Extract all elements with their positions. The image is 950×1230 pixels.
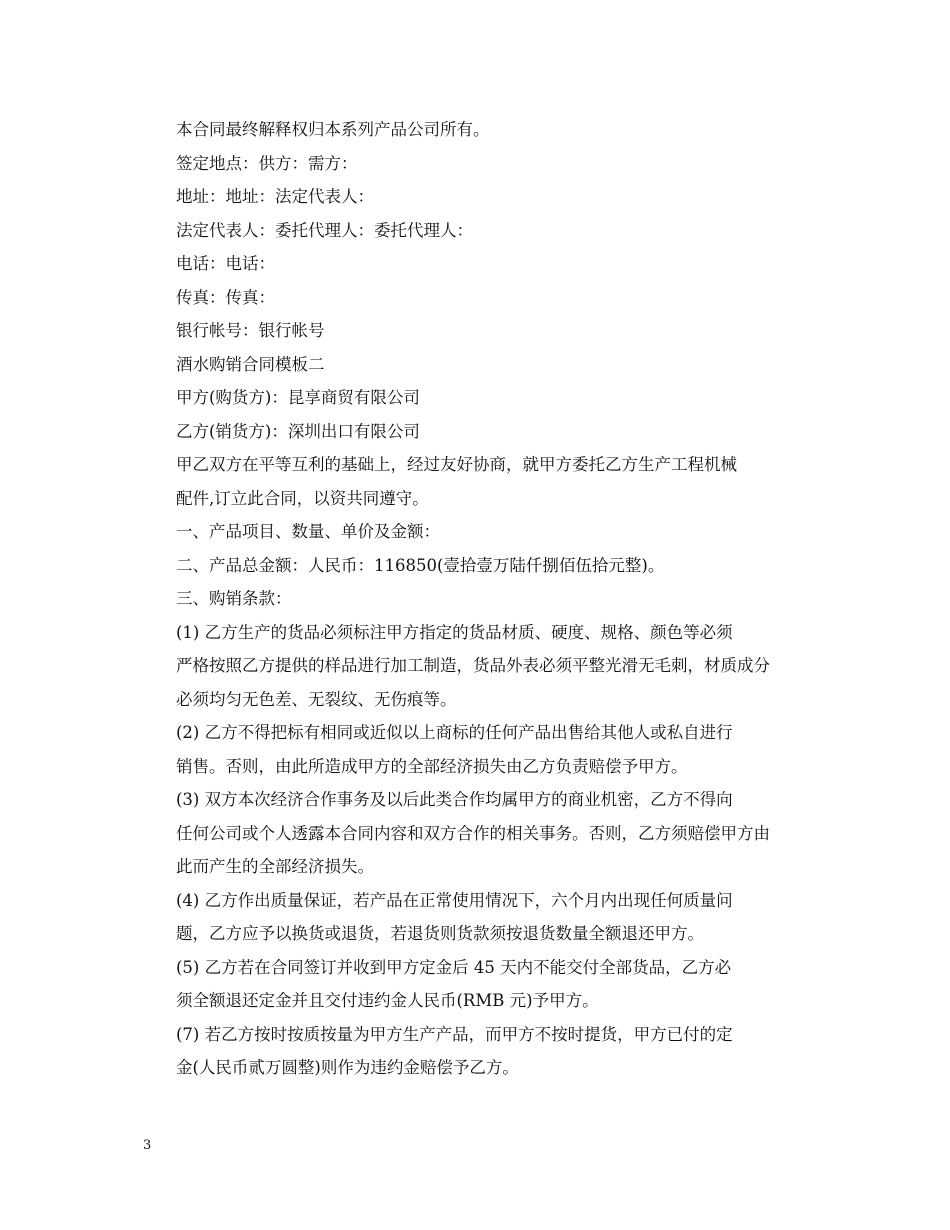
paragraph-line: 配件,订立此合同，以资共同遵守。 — [176, 488, 429, 508]
clause-2 — [143, 716, 811, 783]
clause-5 — [143, 951, 811, 1018]
paragraph-line: 甲乙双方在平等互利的基础上，经过友好协商，就甲方委托乙方生产工程机械 — [176, 455, 737, 474]
section-heading: 二、产品总金额：人民币：116850(壹拾壹万陆仟捌佰伍拾元整)。 — [176, 555, 665, 575]
paragraph-line: (3) 双方本次经济合作事务及以后此类合作均属甲方的商业机密，乙方不得向 — [176, 790, 733, 809]
paragraph-line: 严格按照乙方提供的样品进行加工制造，货品外表必须平整光滑无毛刺，材质成分 — [176, 656, 770, 675]
section-heading: 三、购销条款： — [176, 589, 292, 608]
paragraph-line: 此而产生的全部经济损失。 — [176, 857, 374, 876]
clause-7 — [143, 1018, 811, 1085]
section-heading: 一、产品项目、数量、单价及金额： — [176, 522, 440, 541]
clause-3 — [143, 783, 811, 884]
paragraph-line: 金(人民币贰万圆整)则作为违约金赔偿予乙方。 — [176, 1058, 519, 1077]
text-line: 法定代表人：委托代理人：委托代理人： — [176, 220, 473, 240]
page-number: 3 — [143, 1138, 152, 1153]
text-line: 银行帐号：银行帐号 — [176, 321, 325, 340]
text-line: 传真：传真： — [176, 287, 275, 307]
text-line: 地址：地址：法定代表人： — [176, 187, 374, 206]
clause-1 — [143, 616, 811, 717]
document-body — [143, 113, 811, 1085]
paragraph-line: (7) 若乙方按时按质按量为甲方生产产品，而甲方不按时提货，甲方已付的定 — [176, 1024, 733, 1044]
party-a-line: 甲方(购货方)：昆享商贸有限公司 — [176, 388, 420, 407]
paragraph-line: 必须均匀无色差、无裂纹、无伤痕等。 — [176, 689, 457, 709]
paragraph-line: 销售。否则，由此所造成甲方的全部经济损失由乙方负责赔偿予甲方。 — [176, 756, 688, 776]
party-b-line: 乙方(销货方)：深圳出口有限公司 — [176, 421, 420, 441]
paragraph-line: 须全额退还定金并且交付违约金人民币(RMB 元)予甲方。 — [176, 991, 599, 1010]
paragraph-line: (1) 乙方生产的货品必须标注甲方指定的货品材质、硬度、规格、颜色等必须 — [176, 622, 733, 642]
paragraph-line: (4) 乙方作出质量保证，若产品在正常使用情况下，六个月内出现任何质量问 — [176, 890, 733, 910]
paragraph-line: 任何公司或个人透露本合同内容和双方合作的相关事务。否则，乙方须赔偿甲方由 — [176, 823, 770, 843]
section-title: 酒水购销合同模板二 — [176, 354, 325, 374]
text-line: 本合同最终解释权归本系列产品公司所有。 — [176, 120, 490, 139]
clause-4 — [143, 884, 811, 951]
text-line: 电话：电话： — [176, 254, 275, 273]
paragraph-line: (2) 乙方不得把标有相同或近似以上商标的任何产品出售给其他人或私自进行 — [176, 723, 733, 742]
paragraph-line: (5) 乙方若在合同签订并收到甲方定金后 45 天内不能交付全部货品，乙方必 — [176, 957, 732, 977]
text-line: 签定地点：供方：需方： — [176, 153, 358, 173]
paragraph-line: 题，乙方应予以换货或退货，若退货则货款须按退货数量全额退还甲方。 — [176, 924, 704, 943]
intro-paragraph — [143, 448, 811, 515]
